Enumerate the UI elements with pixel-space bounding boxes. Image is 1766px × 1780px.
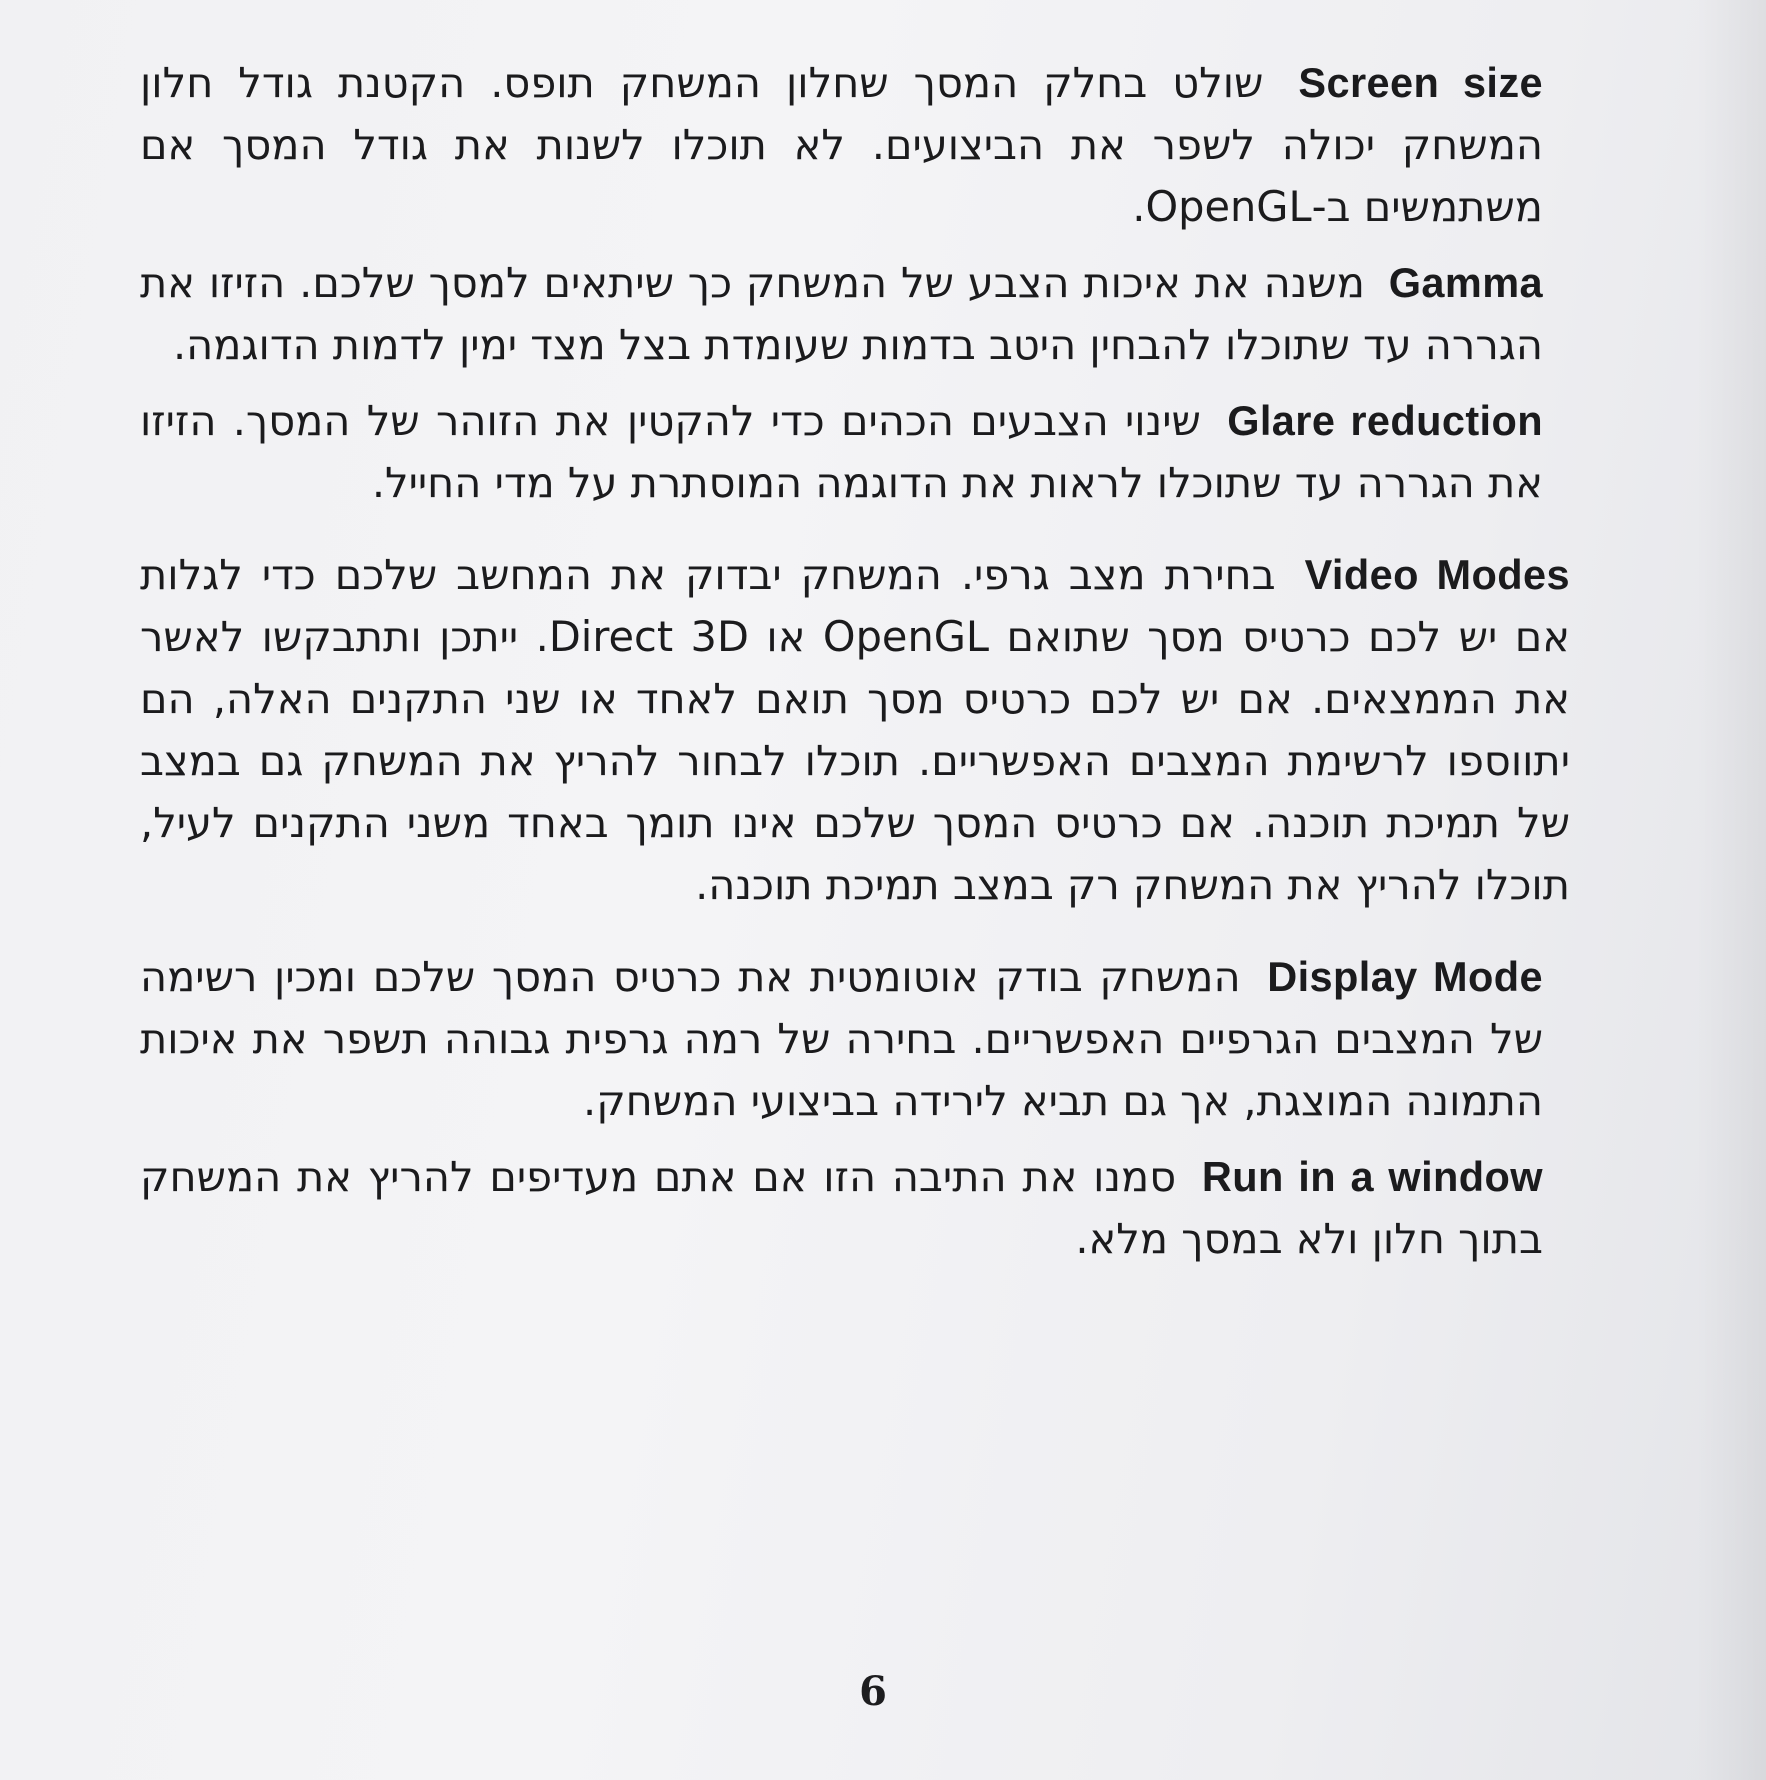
- entry-screen-size: [140, 52, 1570, 238]
- term-screen-size: Screen size: [1298, 59, 1543, 106]
- description-run-in-a-window: סמנו את התיבה הזו אם אתם מעדיפים להריץ את המשחק בתוך חלון ולא במסך מלא.: [140, 1152, 1543, 1263]
- entry-run-in-a-window: [140, 1146, 1570, 1270]
- options-description-list: [140, 52, 1570, 1284]
- term-display-mode: Display Mode: [1267, 953, 1543, 1000]
- entry-display-mode: [140, 946, 1570, 1132]
- entry-glare-reduction: [140, 390, 1570, 514]
- page-edge-shadow: [1696, 0, 1766, 1780]
- description-glare-reduction: שינוי הצבעים הכהים כדי להקטין את הזוהר של המסך. הזיזו את הגררה עד שתוכלו לראות את הדוגמה המוסתרת על מדי החייל.: [140, 396, 1543, 507]
- description-screen-size: שולט בחלק המסך שחלון המשחק תופס. הקטנת גודל חלון המשחק יכולה לשפר את הביצועים. לא תוכלו לשנות את גודל המסך אם משתמשים ב-OpenGL.: [140, 58, 1543, 231]
- description-video-modes: בחירת מצב גרפי. המשחק יבדוק את המחשב שלכם כדי לגלות אם יש לכם כרטיס מסך שתואם OpenGL או Direct 3D. ייתכן ותתבקשו לאשר את הממצאים. אם יש לכם כרטיס מסך תואם לאחד או שני התקנים האלה, הם יתווספו לרשימת המצבים האפשריים. תוכלו לבחור להריץ את המשחק גם במצב של תמיכת תוכנה. אם כרטיס המסך שלכם אינו תומך באחד משני התקנים לעיל, תוכלו להריץ את המשחק רק במצב תמיכת תוכנה.: [140, 550, 1571, 909]
- entry-video-modes: [140, 544, 1570, 916]
- page-number: 6: [859, 1668, 887, 1715]
- term-gamma: Gamma: [1388, 259, 1543, 306]
- term-run-in-a-window: Run in a window: [1201, 1153, 1543, 1200]
- entry-gamma: [140, 252, 1570, 376]
- description-gamma: משנה את איכות הצבע של המשחק כך שיתאים למסך שלכם. הזיזו את הגררה עד שתוכלו להבחין היטב בדמות שעומדת בצל מצד ימין לדמות הדוגמה.: [140, 258, 1543, 369]
- description-display-mode: המשחק בודק אוטומטית את כרטיס המסך שלכם ומכין רשימה של המצבים הגרפיים האפשריים. בחירה של רמה גרפית גבוהה תשפר את איכות התמונה המוצגת, אך גם תביא לירידה בביצועי המשחק.: [140, 952, 1543, 1125]
- term-video-modes: Video Modes: [1304, 551, 1570, 598]
- term-glare-reduction: Glare reduction: [1227, 397, 1543, 444]
